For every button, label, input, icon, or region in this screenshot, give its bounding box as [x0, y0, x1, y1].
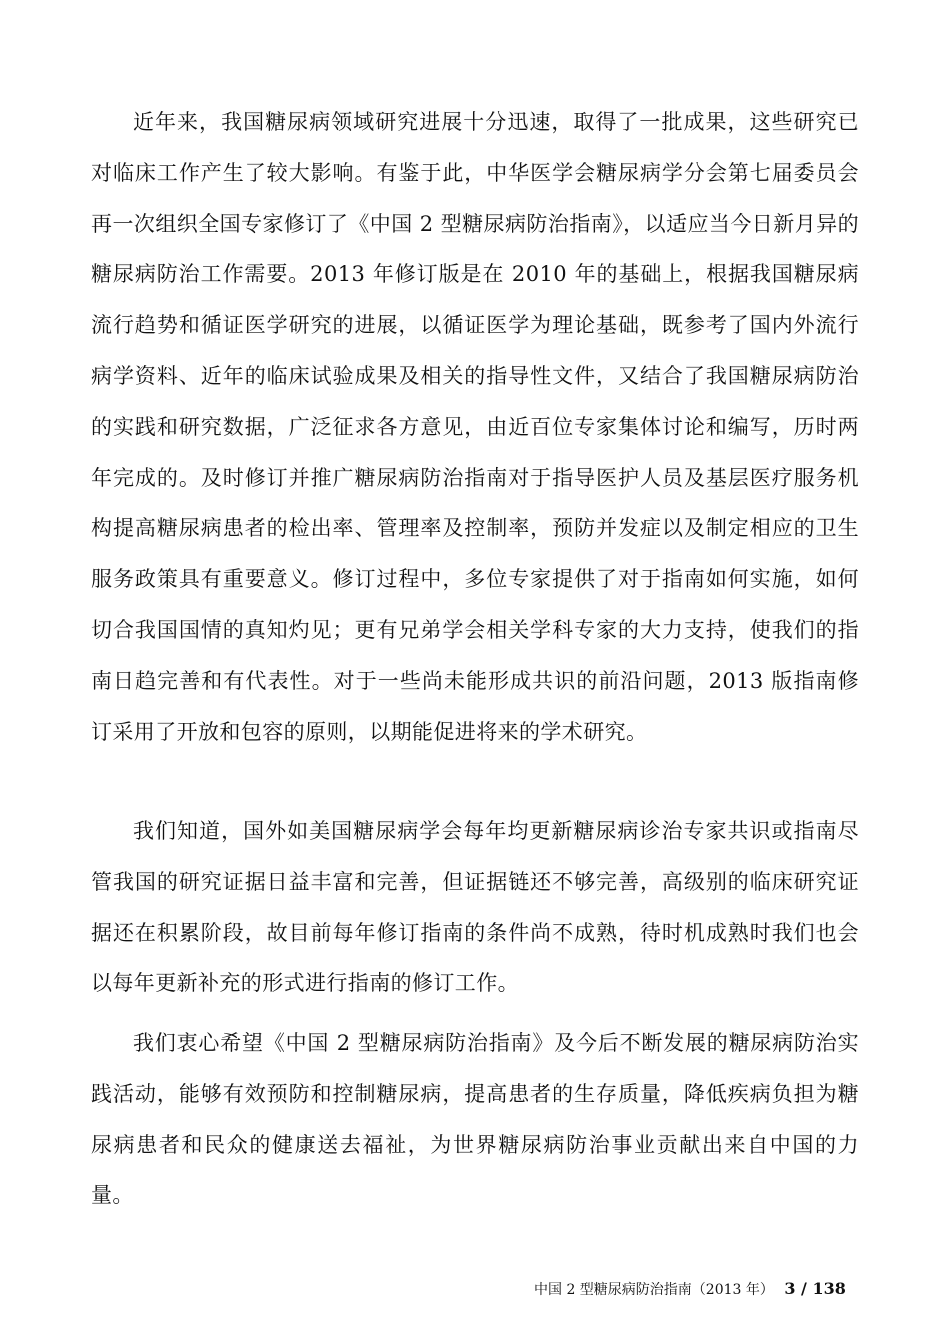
- page-footer: [534, 1279, 854, 1300]
- footer-document-title: 中国 2 型糖尿病防治指南（2013 年）: [534, 1282, 774, 1298]
- paragraph-update-plan: 我们知道，国外如美国糖尿病学会每年均更新糖尿病诊治专家共识或指南尽管我国的研究证据日益丰富和完善，但证据链还不够完善，高级别的临床研究证据还在积累阶段，故目前每年修订指南的条件尚不成熟，待时机成熟时我们也会以每年更新补充的形式进行指南的修订工作。: [91, 819, 859, 996]
- paragraph-preface-intro: 近年来，我国糖尿病领域研究进展十分迅速，取得了一批成果，这些研究已对临床工作产生了较大影响。有鉴于此，中华医学会糖尿病学分会第七届委员会再一次组织全国专家修订了《中国 2 型糖尿病防治指南》，以适应当今日新月异的糖尿病防治工作需要。2013 年修订版是在 2010 年的基础上，根据我国糖尿病流行趋势和循证医学研究的进展，以循证医学为理论基础，既参考了国内外流行病学资料、近年的临床试验成果及相关的指导性文件，又结合了我国糖尿病防治的实践和研究数据，广泛征求各方意见，由近百位专家集体讨论和编写，历时两年完成的。及时修订并推广糖尿病防治指南对于指导医护人员及基层医疗服务机构提高糖尿病患者的检出率、管理率及控制率，预防并发症以及制定相应的卫生服务政策具有重要意义。修订过程中，多位专家提供了对于指南如何实施，如何切合我国国情的真知灼见；更有兄弟学会相关学科专家的大力支持，使我们的指南日趋完善和有代表性。对于一些尚未能形成共识的前沿问题，2013 版指南修订采用了开放和包容的原则，以期能促进将来的学术研究。: [91, 110, 859, 744]
- paragraph-closing-wish: 我们衷心希望《中国 2 型糖尿病防治指南》及今后不断发展的糖尿病防治实践活动，能够有效预防和控制糖尿病，提高患者的生存质量，降低疾病负担为糖尿病患者和民众的健康送去福祉，为世界糖尿病防治事业贡献出来自中国的力量。: [91, 1031, 859, 1208]
- page-number: 3 / 138: [784, 1279, 846, 1298]
